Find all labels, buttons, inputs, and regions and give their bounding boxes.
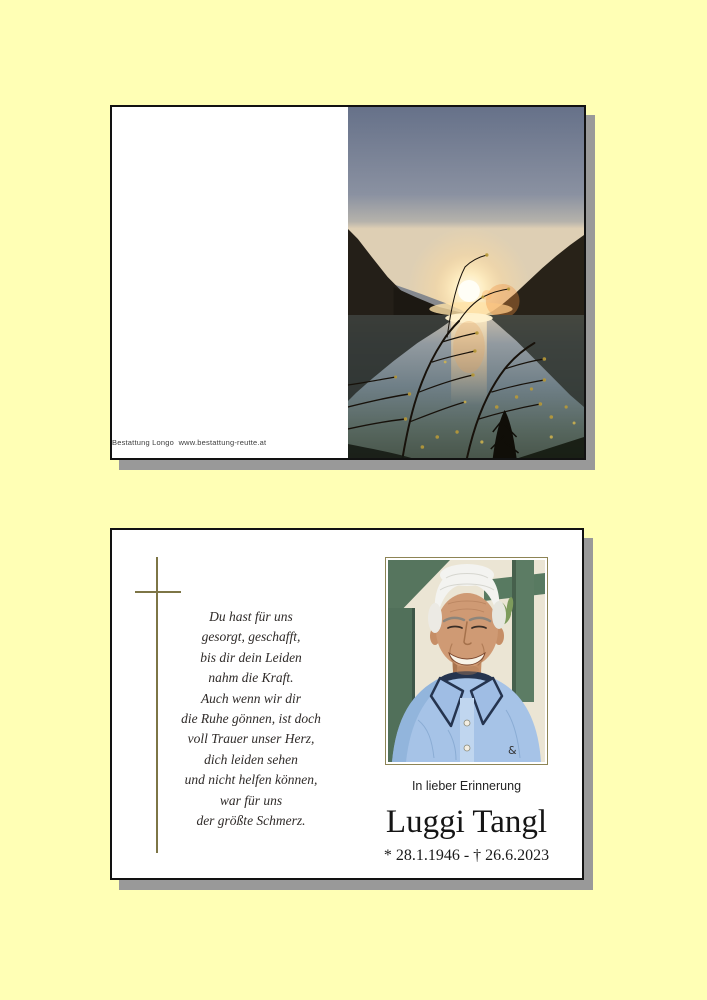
memorial-card-inside [110, 528, 584, 880]
poem-line: die Ruhe gönnen, ist doch [181, 711, 321, 727]
portrait-photo-frame [385, 557, 548, 765]
deceased-name: Luggi Tangl [385, 804, 548, 840]
poem-line: dich leiden sehen [204, 751, 298, 767]
poem-line: und nicht helfen können, [184, 772, 318, 788]
poem-line: bis dir dein Leiden [200, 649, 302, 665]
birth-death-dates: * 28.1.1946 - † 26.6.2023 [383, 847, 550, 864]
cross-icon-bar [135, 591, 181, 593]
photo-watermark: & [508, 744, 517, 757]
card-back-blank-half [112, 107, 348, 458]
poem-line: nahm die Kraft. [208, 670, 294, 686]
poem-line: voll Trauer unser Herz, [187, 731, 315, 747]
poem-line: Du hast für uns [209, 609, 293, 624]
poem-line: gesorgt, geschafft, [201, 629, 301, 645]
poem-line: Auch wenn wir dir [200, 690, 302, 706]
memorial-poem [131, 607, 371, 831]
poem-line: war für uns [219, 792, 283, 808]
portrait-photo [388, 560, 545, 762]
poem-line: der größte Schmerz. [196, 813, 306, 829]
memorial-label: In lieber Erinnerung [411, 779, 522, 793]
memorial-card-outside [110, 105, 586, 460]
funeral-home-imprint: Bestattung Longo www.bestattung-reutte.at [112, 438, 267, 447]
sunset-lake-photo [348, 107, 584, 458]
sunset-photo-art [348, 107, 584, 458]
memorial-right-column [366, 557, 567, 866]
